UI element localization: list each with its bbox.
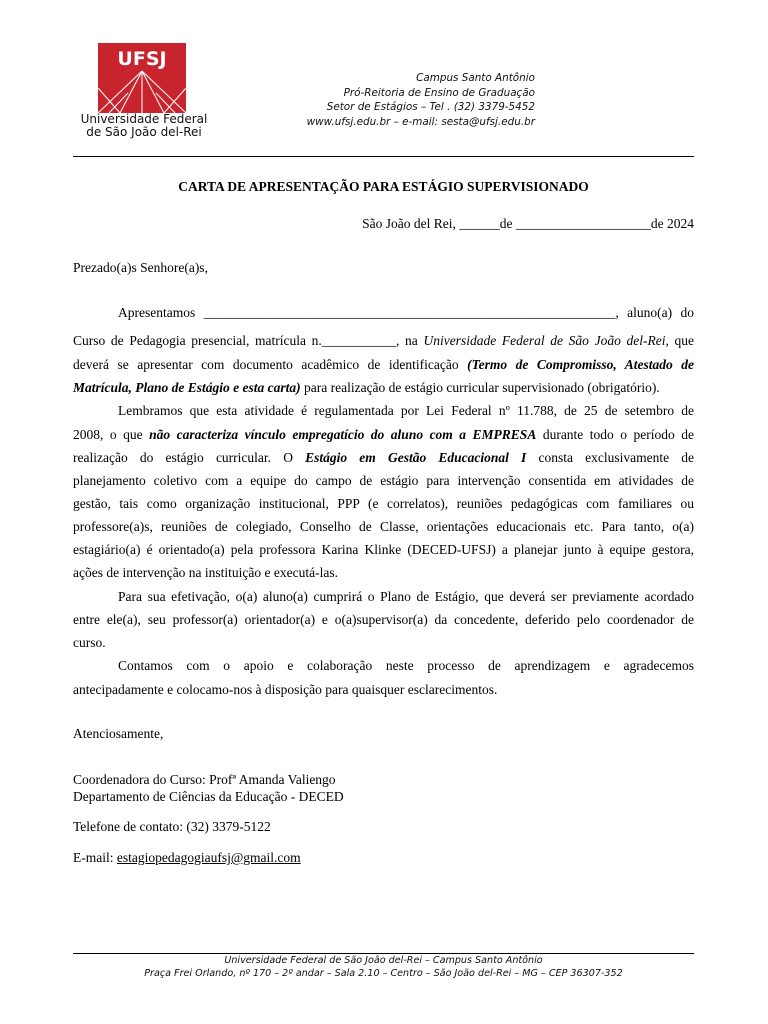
paragraph-1-line-4 [73, 380, 694, 396]
header-contact-block [307, 71, 535, 129]
p2-l3-end: consta exclusivamente de [526, 450, 695, 465]
paragraph-4-line-2: antecipadamente e colocamo-nos à disposição para quaisquer esclarecimentos. [73, 682, 498, 697]
paragraph-2-line-4: planejamento coletivo com a equipe do campo de estágio para intervenção consentida em atividades de [73, 473, 694, 488]
p2-l2-text: 2008, o que [73, 427, 150, 442]
paragraph-2-line-2 [73, 427, 694, 443]
paragraph-2-line-8: ações de intervenção na instituição e executá-las. [73, 565, 338, 580]
letter-title: CARTA DE APRESENTAÇÃO PARA ESTÁGIO SUPERVISIONADO [178, 179, 589, 194]
p2-l2-end: durante todo o período de [536, 427, 695, 442]
ufsj-logo [78, 43, 210, 145]
university-name-italic: Universidade Federal de São João del-Rei [423, 333, 666, 348]
greeting: Prezado(a)s Senhore(a)s, [73, 260, 208, 275]
header-web-email: www.ufsj.edu.br – e-mail: sesta@ufsj.edu.br [306, 115, 535, 128]
coordinator-line: Coordenadora do Curso: Profª Amanda Valiengo [73, 772, 336, 787]
logo-name-line-1: Universidade Federal [80, 112, 208, 126]
department-line: Departamento de Ciências da Educação - DECED [73, 789, 344, 804]
paragraph-2-line-7: estagiário(a) é orientado(a) pela professora Karina Klinke (DECED-UFSJ) a planejar junto à equipe gestora, [73, 542, 694, 557]
email-label: E-mail: [73, 850, 117, 865]
documents-list-end: Matrícula, Plano de Estágio e esta carta) [73, 380, 301, 395]
paragraph-1-line-1: Apresentamos _____________________________________________________________, aluno(a) do [118, 305, 694, 320]
paragraph-1-line-3 [73, 357, 694, 373]
ufsj-logo-mark [98, 43, 186, 113]
paragraph-4-line-1: Contamos com o apoio e colaboração neste processo de aprendizagem e agradecemos [118, 658, 694, 673]
closing: Atenciosamente, [73, 726, 164, 741]
header-pro-reitoria: Pró-Reitoria de Ensino de Graduação [343, 86, 535, 99]
paragraph-3-line-2: entre ele(a), seu professor(a) orientador(a) e o(a)supervisor(a) da concedente, deferido pelo coordenador de [73, 612, 694, 627]
footer-line-1: Universidade Federal de São João del-Rei – Campus Santo Antônio [224, 955, 543, 966]
paragraph-2-line-5: gestão, tais como organização institucional, PPP (e correlatos), reuniões pedagógicas com familiares ou [73, 496, 694, 511]
header-divider [73, 156, 694, 157]
logo-university-name [78, 113, 210, 139]
p2-l3-text: realização do estágio curricular. O [73, 450, 306, 465]
logo-name-line-2: de São João del-Rei [86, 125, 202, 139]
phone-line: Telefone de contato: (32) 3379-5122 [73, 819, 271, 834]
email-link[interactable]: estagiopedagogiaufsj@gmail.com [116, 850, 301, 865]
paragraph-2-line-1: Lembramos que esta atividade é regulamentada por Lei Federal nº 11.788, de 25 de setembro de [118, 403, 694, 418]
date-line: São João del Rei, ______de ____________________de 2024 [362, 216, 694, 231]
no-employment-bond-emphasis: não caracteriza vínculo empregatício do aluno com a EMPRESA [149, 427, 537, 442]
paragraph-1-line-2 [73, 333, 694, 349]
p1-l2-text: Curso de Pedagogia presencial, matrícula n.___________, na [73, 333, 424, 348]
logo-abbrev: UFSJ [117, 48, 167, 70]
paragraph-2-line-6: professore(a)s, reuniões de colegiado, Conselho de Classe, orientações educacionais etc. Para tanto, o(a) [73, 519, 694, 534]
paragraph-2-line-3 [73, 450, 694, 466]
email-line [73, 850, 301, 866]
header-campus: Campus Santo Antônio [416, 72, 535, 84]
p1-l3-text: deverá se apresentar com documento acadêmico de identificação [73, 357, 468, 372]
paragraph-3-line-1: Para sua efetivação, o(a) aluno(a) cumprirá o Plano de Estágio, que deverá ser previamente acordado [118, 589, 694, 604]
p1-l4-text: para realização de estágio curricular supervisionado (obrigatório). [300, 380, 660, 395]
header-setor: Setor de Estágios – Tel . (32) 3379-5452 [326, 101, 535, 113]
internship-name-emphasis: Estágio em Gestão Educacional I [305, 450, 527, 465]
p1-l2-end: , que [665, 333, 695, 348]
documents-list-start: (Termo de Compromisso, Atestado de [467, 357, 694, 372]
footer-line-2: Praça Frei Orlando, nº 170 – 2º andar – Sala 2.10 – Centro – São João del-Rei – MG – CEP 36307-352 [144, 968, 623, 979]
paragraph-3-line-3: curso. [73, 635, 106, 650]
